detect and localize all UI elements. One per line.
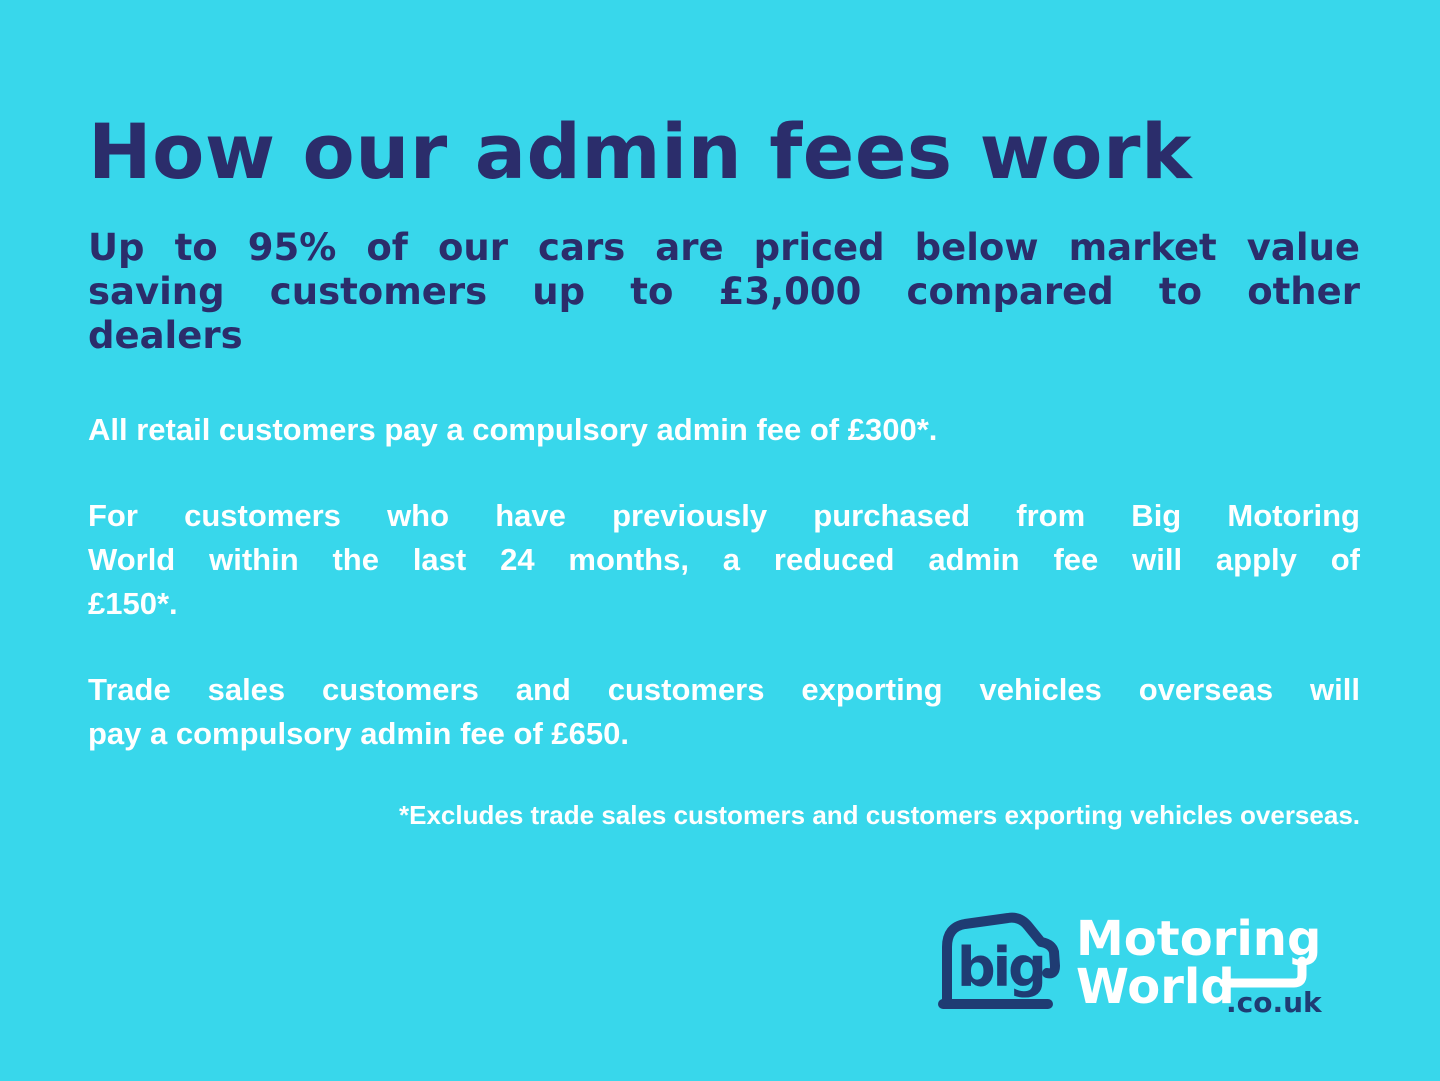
logo-svg	[936, 899, 1372, 1021]
subheading-line-3: dealers	[88, 313, 243, 357]
subheading-line-2: saving customers up to £3,000 compared to other	[88, 269, 1360, 313]
car-icon	[943, 918, 1055, 1004]
paragraph-returning-line-1: For customers who have previously purchased from Big Motoring	[88, 497, 1360, 533]
subheading-line-1: Up to 95% of our cars are priced below market value	[88, 225, 1360, 269]
paragraph-trade-line-1: Trade sales customers and customers exporting vehicles overseas will	[88, 671, 1360, 707]
logo-big-text: big	[957, 936, 1044, 999]
logo-world-text: World	[1076, 959, 1235, 1015]
paragraph-retail-line-1: All retail customers pay a compulsory admin fee of £300*.	[88, 411, 938, 447]
subheading	[88, 226, 1360, 358]
paragraph-returning-line-2: World within the last 24 months, a reduced admin fee will apply of	[88, 541, 1360, 577]
logo-motoring-text: Motoring	[1076, 911, 1322, 967]
paragraph-returning-customer-fee	[88, 494, 1360, 626]
paragraph-retail-fee	[88, 408, 1360, 452]
footnote-exclusions: *Excludes trade sales customers and customers exporting vehicles overseas.	[399, 799, 1360, 830]
logo-couk-text: .co.uk	[1226, 986, 1322, 1019]
paragraph-returning-line-3: £150*.	[88, 585, 178, 621]
big-motoring-world-logo	[936, 899, 1372, 1021]
page-title: How our admin fees work	[88, 107, 1193, 196]
paragraph-trade-line-2: pay a compulsory admin fee of £650.	[88, 715, 629, 751]
paragraph-trade-fee	[88, 668, 1360, 756]
